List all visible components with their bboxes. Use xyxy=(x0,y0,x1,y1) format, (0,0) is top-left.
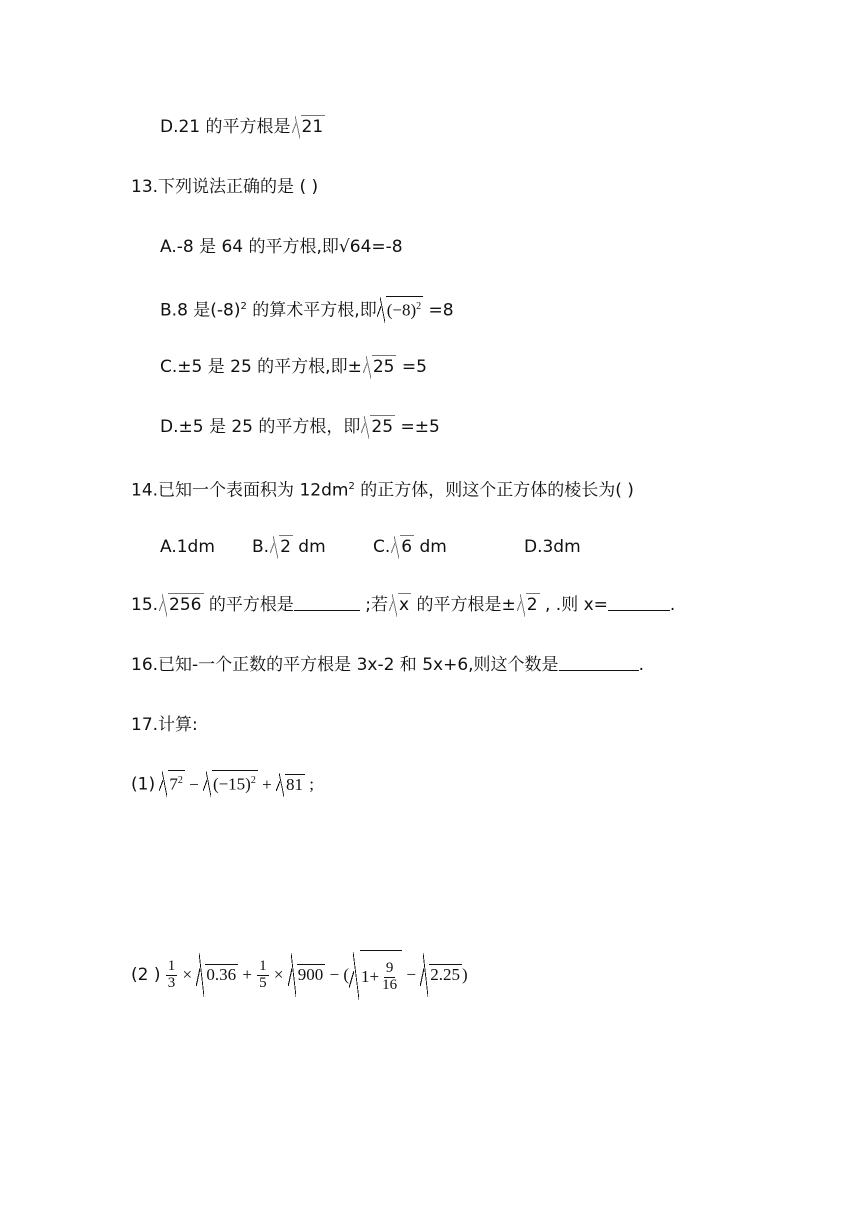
q14-stem: 14.已知一个表面积为 $12dm^2$ 的正方体，则这个正方体的棱长为( ) xyxy=(131,480,634,501)
q14-option-d: D.3dm xyxy=(524,537,581,557)
fraction-one-third: $\frac{1}{3}$ xyxy=(167,957,176,991)
q12-option-d-text: D.21 的平方根是 xyxy=(160,117,291,137)
sqrt-21: 21 xyxy=(292,114,326,140)
sqrt-2: 2 xyxy=(517,592,540,618)
sqrt-x: x xyxy=(389,592,411,618)
sqrt-900: 900 xyxy=(288,952,326,998)
sqrt-7-squared: $7^2$ xyxy=(159,770,185,798)
sqrt-neg15-squared: $(-15)^2$ xyxy=(203,770,258,798)
answer-blank[interactable] xyxy=(294,592,360,611)
q17-part1: (1) $7^2 - (-15)^2 + 81$ ; xyxy=(131,770,314,798)
answer-blank[interactable] xyxy=(608,592,670,611)
q13-option-d: D.±5 是 25 的平方根，即 25 =±5 xyxy=(160,414,440,440)
sqrt-0-36: 0.36 xyxy=(196,952,238,998)
q14-option-a: A.1dm xyxy=(160,537,215,557)
q13-option-c: C.±5 是 25 的平方根,即± 25 =5 xyxy=(160,354,427,380)
sqrt-2: 2 xyxy=(270,534,293,560)
q17-stem: 17.计算: xyxy=(131,715,198,735)
sqrt-256: 256 xyxy=(159,592,203,618)
sqrt-one-plus-nine-sixteenths: 1+ $\frac{9}{16}$ xyxy=(349,950,402,1000)
q13-stem: 13.下列说法正确的是 ( ) xyxy=(131,177,319,197)
q16: 16.已知-一个正数的平方根是 3x-2 和 5x+6,则这个数是 . xyxy=(131,652,644,678)
fraction-one-fifth: $\frac{1}{5}$ xyxy=(259,957,267,991)
q14-option-c: C. 6 dm xyxy=(373,534,447,560)
sqrt-6: 6 xyxy=(391,534,414,560)
sqrt-2-25: 2.25 xyxy=(420,952,462,998)
q14-option-b: B. 2 dm xyxy=(252,534,326,560)
sqrt-81: 81 xyxy=(276,772,305,798)
sqrt-neg8-squared: $(-8)^2$ xyxy=(377,296,423,324)
q15: 15. 256 的平方根是 ;若 x 的平方根是± 2 , .则 x= . xyxy=(131,592,675,618)
fraction-nine-sixteenths: $\frac{9}{16}$ xyxy=(382,959,398,993)
q17-part2: (2 ) $\frac{1}{3}$ × 0.36 + $\frac{1}{5}$ × 900 − ( 1+ $\frac{9}{16}$ − 2.25 ) xyxy=(131,950,468,1000)
sqrt-25: 25 xyxy=(363,354,397,380)
q13-option-b: B.8 是$(-8)^2$ 的算术平方根,即 $(-8)^2 =8$ xyxy=(160,294,454,324)
q12-option-d xyxy=(160,114,325,140)
answer-blank[interactable] xyxy=(559,652,639,671)
sqrt-25: 25 xyxy=(361,414,395,440)
q13-option-a: A.-8 是 64 的平方根,即√64=-8 xyxy=(160,237,403,257)
